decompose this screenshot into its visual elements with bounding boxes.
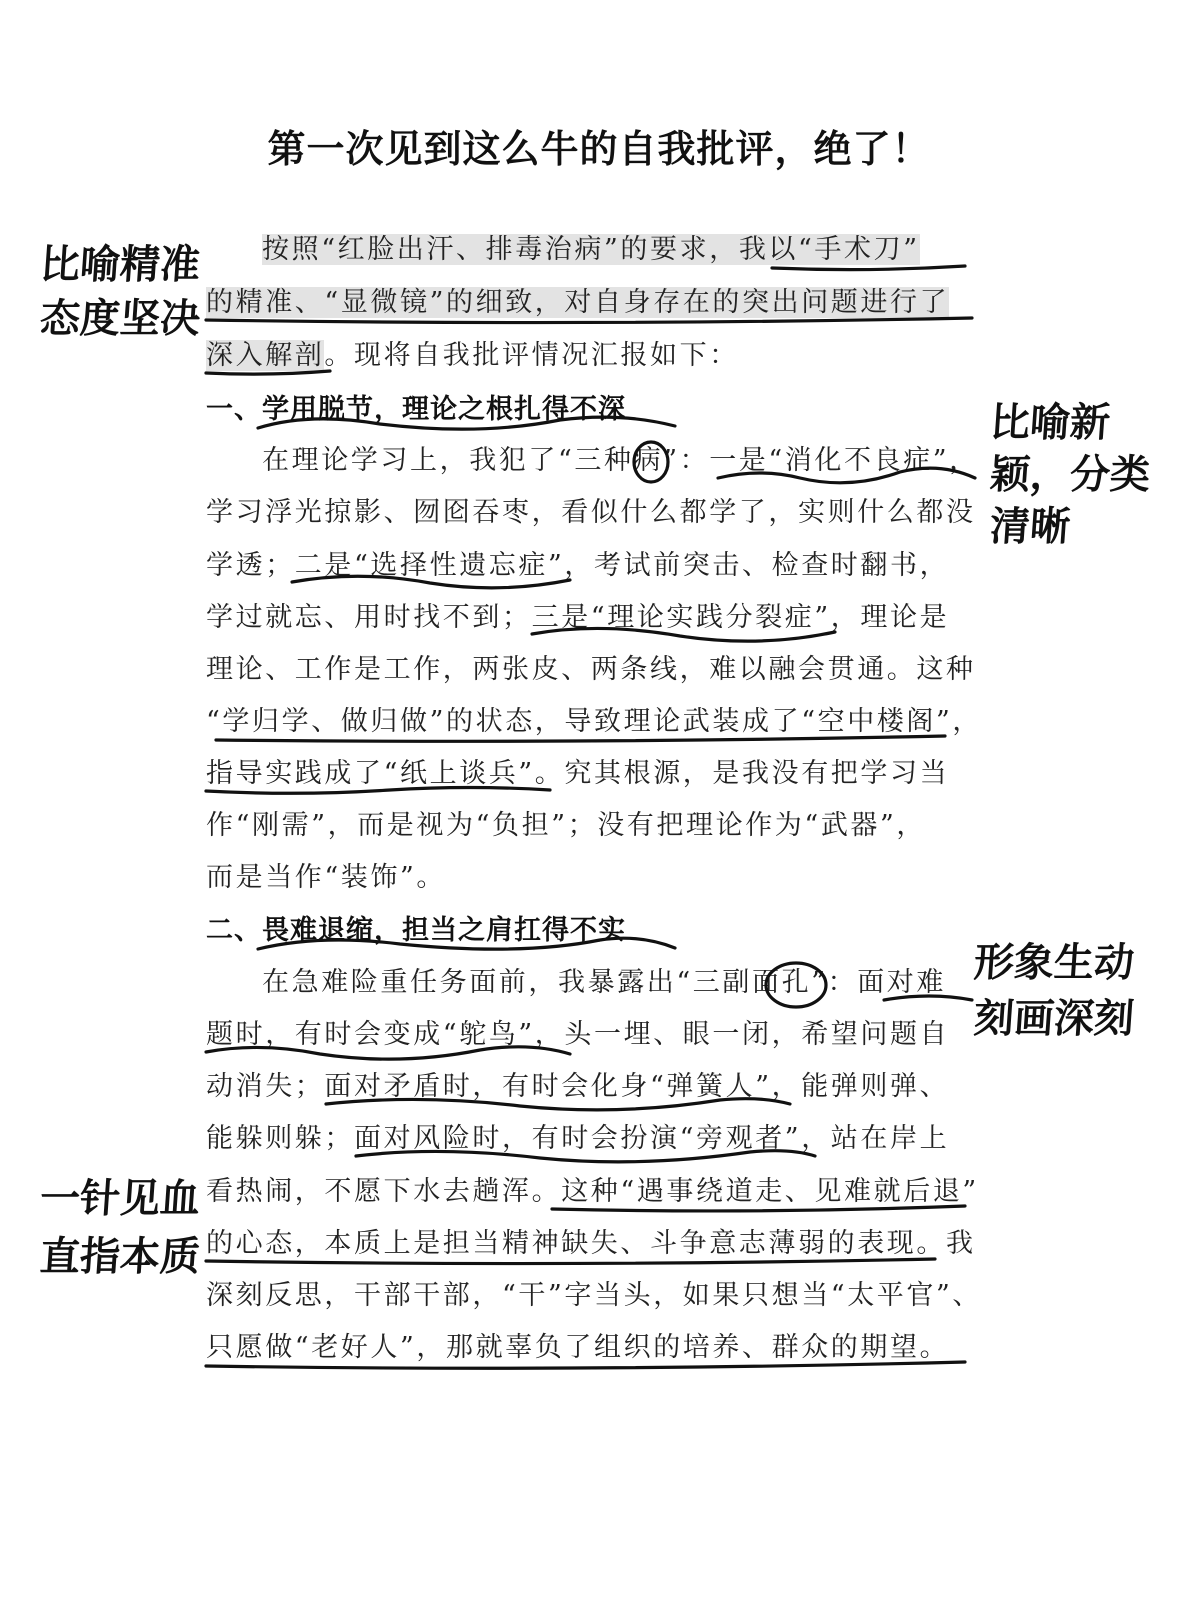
section-1-line-1: 在理论学习上，我犯了“三种病”：一是“消化不良症”， (262, 445, 979, 476)
annotation-right-top-2: 颖，分类 (988, 452, 1152, 498)
section-1-line-3: 学透；二是“选择性遗忘症”，考试前突击、检查时翻书， (206, 550, 950, 581)
section-2-line-6: 的心态，本质上是担当精神缺失、斗争意志薄弱的表现。我 (206, 1228, 976, 1259)
section-1-line-4: 学过就忘、用时找不到；三是“理论实践分裂症”，理论是 (206, 602, 950, 633)
underline-section-1-line-6 (216, 736, 945, 741)
annotation-left-top-1: 比喻精准 (38, 242, 202, 288)
section-2-line-4: 能躲则躲；面对风险时，有时会扮演“旁观者”，站在岸上 (206, 1123, 950, 1154)
intro-line-1-part-1: 按照“红脸出汗、排毒治病”的要求， (262, 234, 739, 265)
underline-section-1-line-7 (206, 788, 550, 794)
annotation-right-top-3: 清晰 (988, 504, 1072, 550)
underline-scalpel (772, 266, 965, 270)
section-1-line-7: 指导实践成了“纸上谈兵”。究其根源，是我没有把学习当 (206, 758, 950, 789)
annotation-left-bottom-1: 一针见血 (38, 1176, 202, 1222)
section-1-line-2: 学习浮光掠影、囫囵吞枣，看似什么都学了，实则什么都没 (206, 497, 976, 528)
intro-line-3-part-2: 。现将自我批评情况汇报如下： (324, 340, 739, 371)
underline-tuoniao (206, 1047, 570, 1059)
underline-section-2-line-8 (206, 1362, 965, 1368)
underline-zhezhong (552, 1206, 965, 1211)
underline-intro-line-3 (206, 371, 330, 374)
annotation-left-bottom-2: 直指本质 (38, 1234, 202, 1280)
section-2-line-7: 深刻反思，干部干部，“干”字当头，如果只想当“太平官”、 (206, 1280, 983, 1311)
annotation-left-top-2: 态度坚决 (38, 296, 202, 342)
section-2-line-8: 只愿做“老好人”，那就辜负了组织的培养、群众的期望。 (206, 1332, 950, 1363)
annotation-right-mid-1: 形象生动 (972, 940, 1136, 986)
intro-line-2-part-1: 的精准、“显微镜”的细致，对自身存在的突出问题进行了 (206, 287, 950, 318)
section-2-line-3: 动消失；面对矛盾时，有时会化身“弹簧人”，能弹则弹、 (206, 1071, 950, 1102)
circle-mian (766, 963, 826, 1007)
underline-lilun-shijian (532, 628, 835, 641)
section-1-line-8: 作“刚需”，而是视为“负担”；没有把理论作为“武器”， (206, 810, 927, 841)
section-2-heading: 二、畏难退缩，担当之肩扛得不实 (206, 915, 626, 946)
underline-xuanze (292, 576, 570, 588)
section-1-heading: 一、学用脱节，理论之根扎得不深 (206, 394, 626, 425)
underline-xiaohua (718, 468, 975, 483)
underline-intro-line-2 (206, 318, 972, 323)
section-1-line-9: 而是当作“装饰”。 (206, 862, 447, 893)
section-2-line-2: 题时，有时会变成“鸵鸟”，头一埋、眼一闭，希望问题自 (206, 1019, 950, 1050)
underline-pangguan (356, 1151, 815, 1162)
section-2-line-1: 在急难险重任务面前，我暴露出“三副面孔”：面对难 (262, 967, 947, 998)
circle-bing (634, 442, 668, 482)
underline-section-2-heading (258, 938, 675, 949)
section-2-line-5: 看热闹，不愿下水去趟浑。这种“遇事绕道走、见难就后退” (206, 1176, 979, 1207)
annotation-right-top-1: 比喻新 (988, 400, 1112, 446)
section-1-line-6: “学归学、做归做”的状态，导致理论武装成了“空中楼阁”， (206, 706, 983, 737)
annotation-right-mid-2: 刻画深刻 (972, 996, 1136, 1042)
underline-mian-dui-nan (884, 996, 972, 1000)
underline-section-1-heading (258, 417, 675, 429)
intro-line-1-part-2: 我以“手术刀” (738, 234, 920, 265)
underline-tanhuang (326, 1099, 790, 1110)
intro-line-3-part-1: 深入解剖 (206, 340, 325, 371)
underline-section-2-line-6 (206, 1259, 935, 1264)
page-title: 第一次见到这么牛的自我批评，绝了！ (267, 127, 931, 171)
section-1-line-5: 理论、工作是工作，两张皮、两条线，难以融会贯通。这种 (206, 654, 976, 685)
